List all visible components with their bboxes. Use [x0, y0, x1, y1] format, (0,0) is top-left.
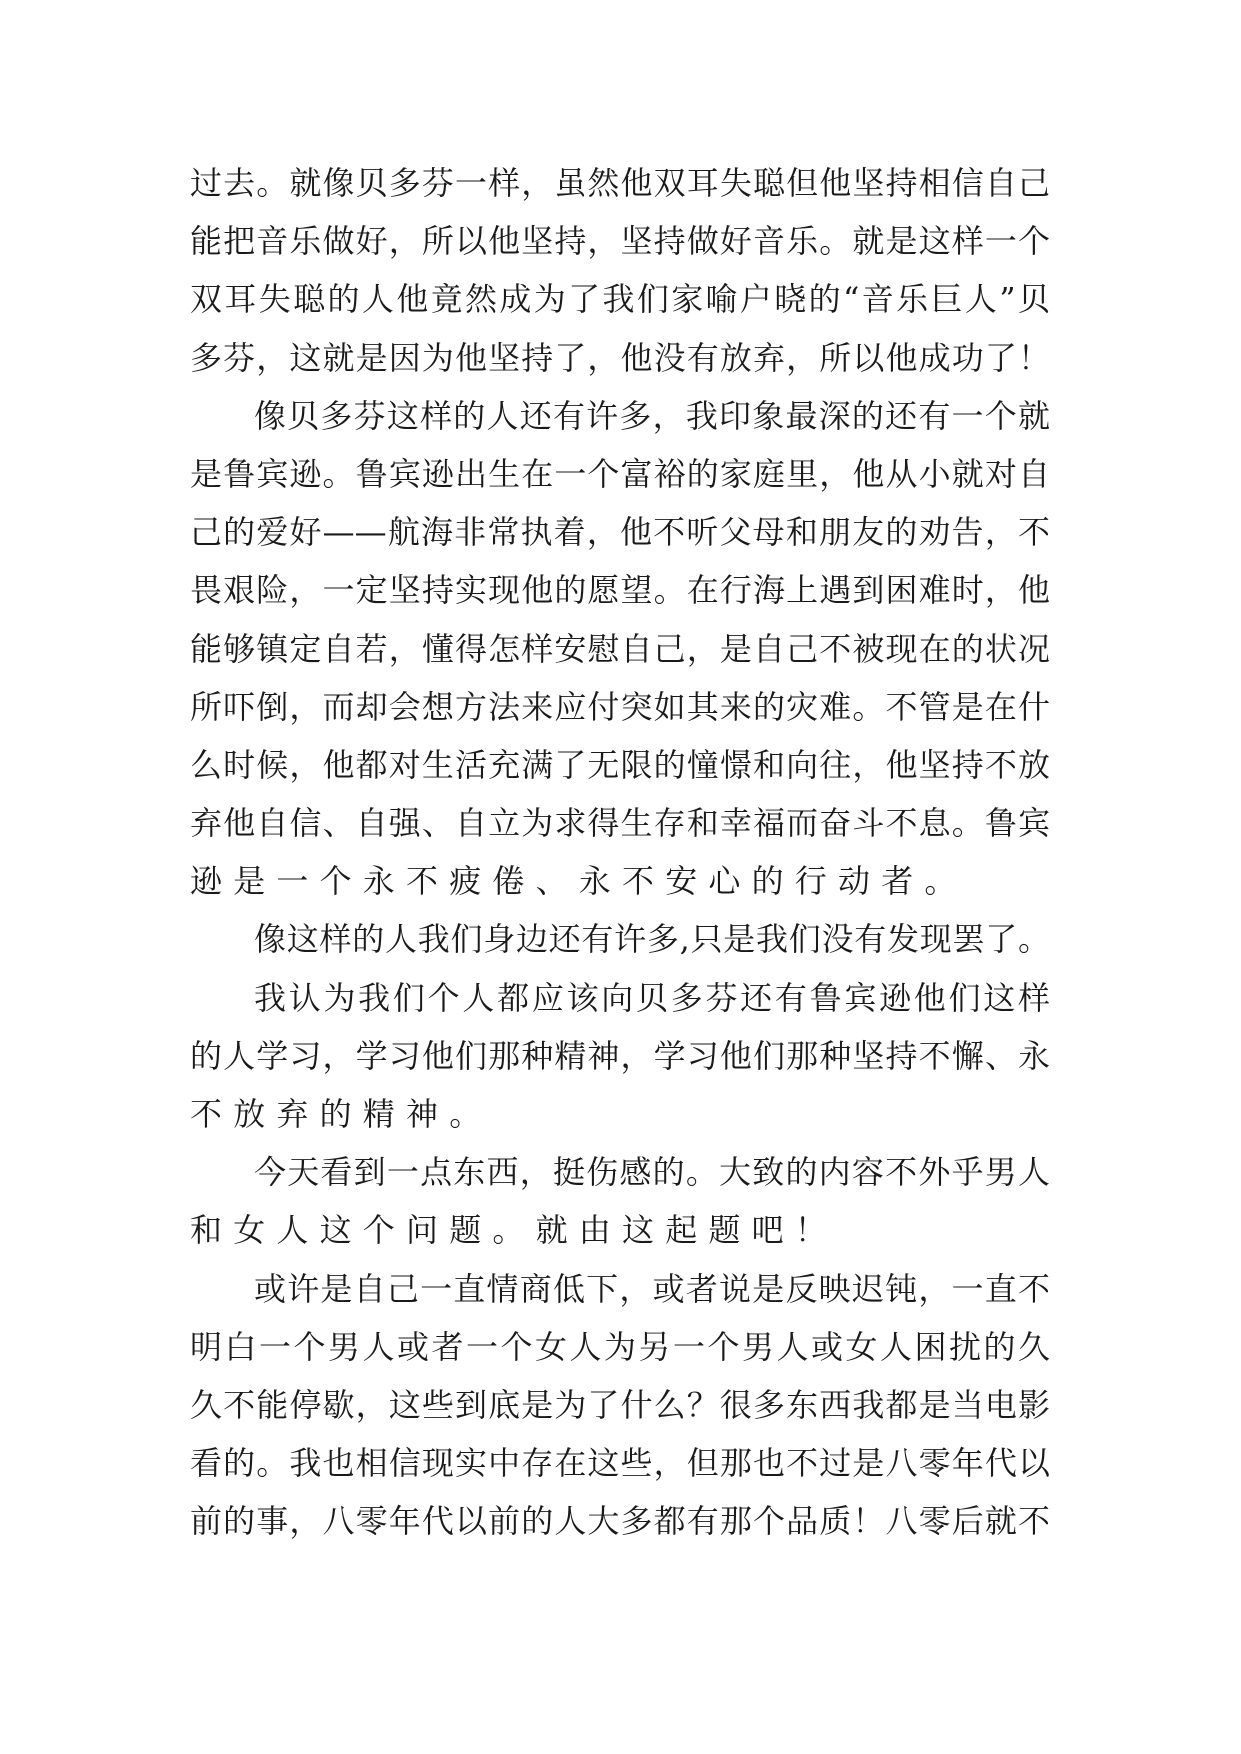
text-line: 逊是一个永不疲倦、永不安心的行动者。 [190, 862, 968, 901]
text-line: 像贝多芬这样的人还有许多，我印象最深的还有一个就 [254, 396, 1050, 435]
text-line: 看的。我也相信现实中存在这些，但那也不过是八零年代以 [190, 1444, 1050, 1483]
text-line: 的人学习，学习他们那种精神，学习他们那种坚持不懈、永 [190, 1036, 1050, 1075]
body-text [190, 154, 1050, 1551]
text-line: 今天看到一点东西，挺伤感的。大致的内容不外乎男人 [254, 1153, 1050, 1192]
text-line: 么时候，他都对生活充满了无限的憧憬和向往，他坚持不放 [190, 745, 1050, 784]
text-line: 过去。就像贝多芬一样，虽然他双耳失聪但他坚持相信自己 [190, 164, 1050, 202]
text-line: 或许是自己一直情商低下，或者说是反映迟钝，一直不 [254, 1269, 1050, 1308]
text-line: 己的爱好——航海非常执着，他不听父母和朋友的劝告，不 [190, 513, 1050, 552]
text-line: 畏艰险，一定坚持实现他的愿望。在行海上遇到困难时，他 [190, 571, 1050, 610]
text-line: 能够镇定自若，懂得怎样安慰自己，是自己不被现在的状况 [190, 629, 1050, 668]
text-line: 双耳失聪的人他竟然成为了我们家喻户晓的“音乐巨人”贝 [190, 280, 1050, 319]
text-line: 多芬，这就是因为他坚持了，他没有放弃，所以他成功了！ [190, 338, 1050, 377]
text-line: 明白一个男人或者一个女人为另一个男人或女人困扰的久 [190, 1327, 1050, 1366]
text-line: 所吓倒，而却会想方法来应付突如其来的灾难。不管是在什 [190, 687, 1050, 726]
text-line: 我认为我们个人都应该向贝多芬还有鲁宾逊他们这样 [254, 978, 1050, 1017]
text-line: 不放弃的精神。 [190, 1095, 493, 1133]
text-line: 弃他自信、自强、自立为求得生存和幸福而奋斗不息。鲁宾 [190, 804, 1050, 843]
text-line: 像这样的人我们身边还有许多,只是我们没有发现罢了。 [254, 920, 1050, 959]
text-line: 前的事，八零年代以前的人大多都有那个品质！八零后就不 [190, 1502, 1050, 1541]
text-line: 和女人这个问题。就由这起题吧！ [190, 1211, 839, 1250]
text-line: 久不能停歇，这些到底是为了什么？很多东西我都是当电影 [190, 1385, 1050, 1424]
text-line: 是鲁宾逊。鲁宾逊出生在一个富裕的家庭里，他从小就对自 [190, 454, 1050, 493]
text-line: 能把音乐做好，所以他坚持，坚持做好音乐。就是这样一个 [190, 222, 1050, 261]
